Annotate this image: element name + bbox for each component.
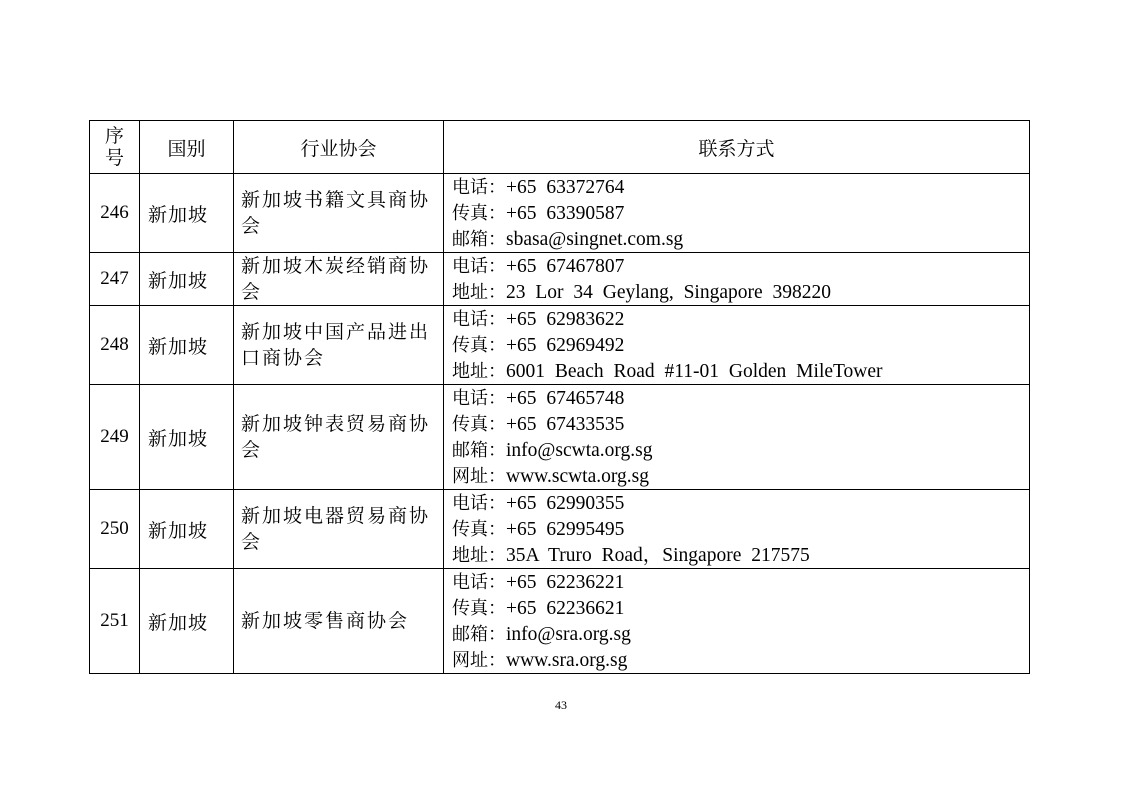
contact-value: +65 67433535 [506,414,625,435]
contact-value: sbasa@singnet.com.sg [506,229,684,250]
table-row [90,569,1030,674]
table-row [90,253,1030,306]
header-country: 国别 [140,121,234,174]
contact-label: 邮箱： [452,229,506,250]
row-country: 新加坡 [140,306,234,385]
contact-label: 网址： [452,466,506,487]
contact-label: 电话： [452,493,506,514]
header-seq-number [90,121,140,174]
contact-line [452,463,1029,489]
contact-value: info@scwta.org.sg [506,440,653,461]
contact-value: +65 62990355 [506,493,625,514]
contact-line [452,279,1029,305]
contact-line [452,569,1029,595]
table-row [90,306,1030,385]
contact-value: +65 62236621 [506,598,625,619]
row-country: 新加坡 [140,174,234,253]
contact-value: www.sra.org.sg [506,650,628,671]
contact-label: 传真： [452,335,506,356]
contact-line [452,306,1029,332]
page-number: 43 [555,698,567,712]
row-seq-number: 246 [90,174,140,253]
header-contact: 联系方式 [444,121,1030,174]
row-contact-details [444,569,1030,674]
contact-label: 地址： [452,282,506,303]
contact-line [452,647,1029,673]
contact-label: 邮箱： [452,624,506,645]
contact-label: 电话： [452,572,506,593]
contact-label: 地址： [452,361,506,382]
contact-value: +65 62969492 [506,335,625,356]
table-row [90,490,1030,569]
contact-label: 电话： [452,177,506,198]
contact-line [452,595,1029,621]
row-country: 新加坡 [140,490,234,569]
row-association-name: 新加坡书籍文具商协会 [234,174,444,253]
contact-value: +65 62995495 [506,519,625,540]
row-seq-number: 251 [90,569,140,674]
contact-value: +65 63372764 [506,177,625,198]
header-association: 行业协会 [234,121,444,174]
contact-line [452,385,1029,411]
contact-line [452,332,1029,358]
contact-line [452,174,1029,200]
row-seq-number: 248 [90,306,140,385]
contact-value: +65 62983622 [506,309,625,330]
row-seq-number: 247 [90,253,140,306]
contact-line [452,490,1029,516]
row-seq-number: 249 [90,385,140,490]
row-contact-details [444,253,1030,306]
row-association-name: 新加坡木炭经销商协会 [234,253,444,306]
contact-value: +65 67467807 [506,256,625,277]
table-row [90,174,1030,253]
contact-line [452,358,1029,384]
contact-value: 6001 Beach Road #11-01 Golden MileTower [506,361,883,382]
contact-value: +65 67465748 [506,388,625,409]
row-association-name: 新加坡零售商协会 [234,569,444,674]
contact-line [452,226,1029,252]
contact-line [452,253,1029,279]
contact-label: 电话： [452,256,506,277]
row-association-name: 新加坡电器贸易商协会 [234,490,444,569]
contact-label: 电话： [452,309,506,330]
contact-value: 35A Truro Road，Singapore 217575 [506,545,810,566]
contact-line [452,200,1029,226]
contact-line [452,437,1029,463]
contact-line [452,621,1029,647]
row-country: 新加坡 [140,569,234,674]
row-seq-number: 250 [90,490,140,569]
contact-line [452,411,1029,437]
header-seq-line1: 序 [104,125,124,147]
contact-label: 电话： [452,388,506,409]
contact-label: 传真： [452,598,506,619]
contact-value: 23 Lor 34 Geylang, Singapore 398220 [506,282,832,303]
row-country: 新加坡 [140,385,234,490]
contact-label: 邮箱： [452,440,506,461]
row-association-name: 新加坡中国产品进出口商协会 [234,306,444,385]
row-contact-details [444,174,1030,253]
contact-label: 传真： [452,414,506,435]
row-country: 新加坡 [140,253,234,306]
table-header-row [90,121,1030,174]
table-row [90,385,1030,490]
contact-value: +65 63390587 [506,203,625,224]
contact-line [452,542,1029,568]
contact-label: 网址： [452,650,506,671]
row-contact-details [444,306,1030,385]
row-contact-details [444,490,1030,569]
contact-line [452,516,1029,542]
contact-value: info@sra.org.sg [506,624,631,645]
row-contact-details [444,385,1030,490]
row-association-name: 新加坡钟表贸易商协会 [234,385,444,490]
header-seq-line2: 号 [104,147,124,169]
contact-value: www.scwta.org.sg [506,466,649,487]
contact-label: 传真： [452,519,506,540]
contact-value: +65 62236221 [506,572,625,593]
contact-label: 传真： [452,203,506,224]
table-body [90,174,1030,674]
association-contact-table [89,120,1030,674]
contact-label: 地址： [452,545,506,566]
